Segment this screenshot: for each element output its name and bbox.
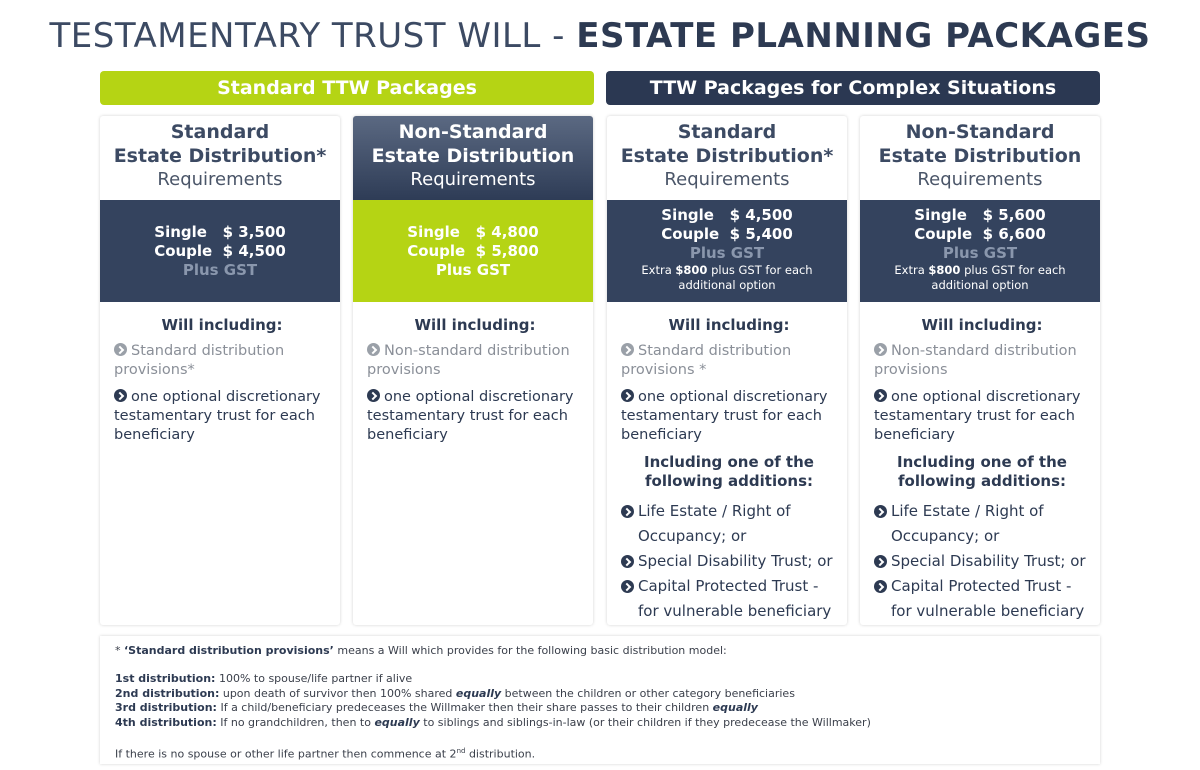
distribution-label: 1st distribution: <box>115 672 216 686</box>
list-item <box>621 574 837 624</box>
card-header <box>353 116 593 200</box>
couple-price: Couple $ 6,600 <box>914 225 1046 243</box>
package-card-complex-non-standard <box>860 116 1100 625</box>
card-title: Standard <box>170 121 270 143</box>
distribution-2 <box>115 687 1085 701</box>
chevron-circle-icon <box>621 343 634 356</box>
distribution-text: upon death of survivor then 100% shared <box>219 686 456 700</box>
list-item <box>874 499 1090 549</box>
complex-packages-header: TTW Packages for Complex Situations <box>606 71 1100 105</box>
distribution-text: to siblings and siblings-in-law (or their children if they predecease the Willmaker) <box>419 715 871 729</box>
including-additions-heading: Including one of the following additions: <box>897 453 1067 490</box>
couple-price: Couple $ 5,800 <box>407 242 539 260</box>
optional-trust-text: one optional discretionary testamentary trust for each beneficiary <box>621 389 828 443</box>
chevron-circle-icon <box>874 343 887 356</box>
plus-gst: Plus GST <box>435 261 511 279</box>
chevron-circle-icon <box>874 389 887 402</box>
card-header <box>860 116 1100 200</box>
plus-gst: Plus GST <box>942 244 1018 262</box>
will-including-heading: Will including: <box>668 316 790 334</box>
chevron-circle-icon <box>367 343 380 356</box>
chevron-circle-icon <box>114 343 127 356</box>
addition-text: Life Estate / Right of Occupancy; or <box>638 502 791 545</box>
chevron-circle-icon <box>621 555 634 568</box>
distribution-emphasis: equally <box>455 686 502 700</box>
addition-text: Special Disability Trust; or <box>638 552 833 570</box>
footnote-intro <box>115 644 1085 658</box>
optional-trust-text: one optional discretionary testamentary trust for each beneficiary <box>367 389 574 443</box>
couple-price: Couple $ 4,500 <box>154 242 286 260</box>
distribution-text: Standard distribution provisions* <box>114 343 285 378</box>
distribution-text: Non-standard distribution provisions <box>874 343 1077 378</box>
footnote-box <box>100 636 1100 764</box>
footnote-last-text: distribution. <box>465 747 536 761</box>
single-price: Single $ 5,600 <box>914 206 1046 224</box>
couple-price: Couple $ 5,400 <box>661 225 793 243</box>
list-item <box>874 388 1090 445</box>
chevron-circle-icon <box>621 389 634 402</box>
footnote-term: ‘Standard distribution provisions’ <box>124 644 334 657</box>
price-block <box>860 200 1100 302</box>
including-additions-heading: Including one of the following additions: <box>644 453 814 490</box>
price-block <box>607 200 847 302</box>
distribution-label: 4th distribution: <box>115 715 217 729</box>
card-subtitle: Requirements <box>410 169 536 190</box>
card-title: Estate Distribution <box>878 145 1082 167</box>
card-title: Estate Distribution <box>371 145 575 167</box>
card-body <box>860 302 1100 624</box>
package-card-non-standard <box>353 116 593 625</box>
card-subtitle: Requirements <box>157 169 283 190</box>
will-including-heading: Will including: <box>414 316 536 334</box>
card-title: Non-Standard <box>398 121 548 143</box>
list-item <box>114 342 330 380</box>
extra-pre: Extra <box>894 263 929 277</box>
card-title: Non-Standard <box>905 121 1055 143</box>
card-title: Estate Distribution* <box>113 145 327 167</box>
single-price: Single $ 4,500 <box>661 206 793 224</box>
will-including-heading: Will including: <box>161 316 283 334</box>
extra-option-note <box>860 263 1100 293</box>
distribution-text: Standard distribution provisions * <box>621 343 792 378</box>
title-bold: ESTATE PLANNING PACKAGES <box>576 16 1151 56</box>
distribution-3 <box>115 701 1085 715</box>
price-block <box>353 200 593 302</box>
extra-amount: $800 <box>928 263 961 277</box>
card-header <box>100 116 340 200</box>
chevron-circle-icon <box>874 505 887 518</box>
card-body <box>607 302 847 624</box>
chevron-circle-icon <box>874 580 887 593</box>
distribution-emphasis: equally <box>374 715 420 729</box>
extra-amount: $800 <box>675 263 708 277</box>
will-including-heading: Will including: <box>921 316 1043 334</box>
card-title: Estate Distribution* <box>620 145 834 167</box>
distribution-text: If a child/beneficiary predeceases the Willmaker then their share passes to their children <box>216 701 713 715</box>
list-item <box>621 342 837 380</box>
price-block <box>100 200 340 302</box>
list-item <box>367 388 583 445</box>
extra-post: plus GST for each additional option <box>678 263 813 292</box>
plus-gst: Plus GST <box>689 244 765 262</box>
list-item <box>874 549 1090 574</box>
optional-trust-text: one optional discretionary testamentary trust for each beneficiary <box>874 389 1081 443</box>
chevron-circle-icon <box>621 505 634 518</box>
distribution-text: Non-standard distribution provisions <box>367 343 570 378</box>
addition-text: Capital Protected Trust - for vulnerable beneficiary <box>891 577 1085 620</box>
list-item <box>621 549 837 574</box>
distribution-text: 100% to spouse/life partner if alive <box>215 672 413 686</box>
distribution-4 <box>115 716 1085 730</box>
addition-text: Special Disability Trust; or <box>891 552 1086 570</box>
card-body <box>100 302 340 445</box>
addition-text: Capital Protected Trust - for vulnerable beneficiary <box>638 577 832 620</box>
standard-packages-header: Standard TTW Packages <box>100 71 594 105</box>
extra-pre: Extra <box>641 263 676 277</box>
footnote-star: * <box>115 644 124 657</box>
footnote-intro-text: means a Will which provides for the following basic distribution model: <box>333 644 727 657</box>
chevron-circle-icon <box>367 389 380 402</box>
optional-trust-text: one optional discretionary testamentary trust for each beneficiary <box>114 389 321 443</box>
chevron-circle-icon <box>114 389 127 402</box>
title-light: TESTAMENTARY TRUST WILL - <box>49 16 577 56</box>
footnote-last <box>115 744 1085 762</box>
page-title <box>0 16 1200 56</box>
footnote-last-text: If there is no spouse or other life partner then commence at 2 <box>115 747 457 761</box>
card-title: Standard <box>677 121 777 143</box>
package-card-standard <box>100 116 340 625</box>
chevron-circle-icon <box>874 555 887 568</box>
single-price: Single $ 4,800 <box>407 223 539 241</box>
distribution-text: between the children or other category beneficiaries <box>501 686 795 700</box>
card-subtitle: Requirements <box>917 169 1043 190</box>
extra-option-note <box>607 263 847 293</box>
list-item <box>874 342 1090 380</box>
distribution-1 <box>115 672 1085 686</box>
additions-list <box>874 499 1090 624</box>
single-price: Single $ 3,500 <box>154 223 286 241</box>
distribution-emphasis: equally <box>712 701 758 715</box>
list-item <box>621 499 837 549</box>
package-card-complex-standard <box>607 116 847 625</box>
list-item <box>621 388 837 445</box>
plus-gst: Plus GST <box>182 261 258 279</box>
addition-text: Life Estate / Right of Occupancy; or <box>891 502 1044 545</box>
card-subtitle: Requirements <box>664 169 790 190</box>
chevron-circle-icon <box>621 580 634 593</box>
list-item <box>367 342 583 380</box>
additions-list <box>621 499 837 624</box>
list-item <box>114 388 330 445</box>
extra-post: plus GST for each additional option <box>931 263 1066 292</box>
footnote-sup: nd <box>456 747 466 756</box>
distribution-label: 2nd distribution: <box>115 686 220 700</box>
card-body <box>353 302 593 445</box>
distribution-text: If no grandchildren, then to <box>216 715 375 729</box>
card-header <box>607 116 847 200</box>
list-item <box>874 574 1090 624</box>
distribution-label: 3rd distribution: <box>115 701 217 715</box>
